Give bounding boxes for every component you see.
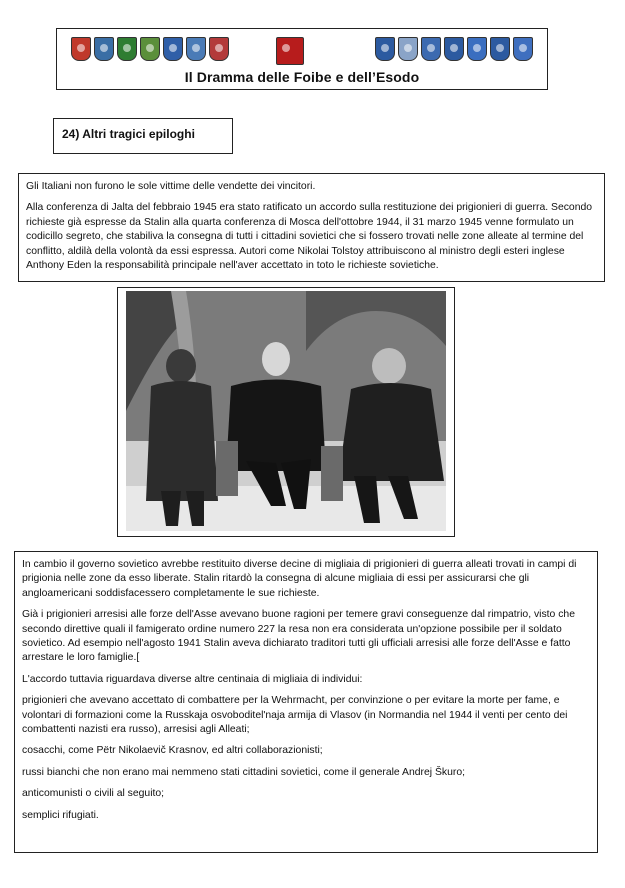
coat-of-arms-icon [467,37,487,61]
coat-of-arms-icon [117,37,137,61]
coat-of-arms-icon [398,37,418,61]
intro-text-box [18,173,605,282]
body-paragraph-8: semplici rifugiati. [22,809,99,821]
body-paragraph-7: anticomunisti o civili al seguito; [22,788,165,800]
body-paragraph-3: L'accordo tuttavia riguardava diverse altre centinaia di migliaia di individui: [22,673,363,685]
coat-of-arms-icon [375,37,395,61]
photo-frame [117,287,455,537]
coat-of-arms-icon [490,37,510,61]
coat-of-arms-icon [444,37,464,61]
intro-paragraph-1: Gli Italiani non furono le sole vittime delle vendette dei vincitori. [26,181,316,192]
coat-of-arms-icon [186,37,206,61]
body-paragraph-2: Già i prigionieri arresisi alle forze dell'Asse avevano buone ragioni per temere gravi conseguenze dal rimpatrio, visto che secondo direttive quali il famigerato ordine numero 227 la resa non era considerata un'opzione possibile per il soldato sovietico. Ad esempio nell'agosto 1941 Stalin aveva dichiarato traditori tutti gli ufficiali arresisi alle forze dell'Asse e fatto arrestare le loro famiglie.[ [22,609,575,664]
page-title: Il Dramma delle Foibe e dell’Esodo [184,69,420,85]
yalta-photo-illustration [126,291,446,531]
coat-of-arms-icon [421,37,441,61]
body-paragraph-5: cosacchi, come Pëtr Nikolaevič Krasnov, ed altri collaborazionisti; [22,745,323,757]
chapter-heading [53,118,233,154]
body-text-box [14,551,598,853]
crests-left [71,37,229,65]
body-paragraph-4: prigionieri che avevano accettato di combattere per la Wehrmacht, per convinzione o per evitare la morte per fame, e volontari di formazioni come la Russkaja osvoboditel'naja armija di Vlasov (in Normandia nel 1944 il venti per cento dei combattenti nazisti era russo), arresisi agli Alleati; [22,695,568,736]
yalta-conference-photo [126,291,446,531]
coat-of-arms-icon [209,37,229,61]
body-paragraph-6: russi bianchi che non erano mai nemmeno stati cittadini sovietici, come il generale Andrej Škuro; [22,766,465,778]
intro-paragraph-2: Alla conferenza di Jalta del febbraio 1945 era stato ratificato un accordo sulla restituzione dei prigionieri di guerra. Secondo richieste già espresse da Stalin alla quarta conferenza di Mosca dell'ottobre 1944, il 31 marzo 1945 venne formulato un codicillo segreto, che stabiliva la consegna di tutti i cittadini sovietici che si fossero trovati nelle zone alleate al termine del conflitto, aldilà della volontà da essi espressa. Autori come Nikolai Tolstoy attribuiscono al ministro degli esteri inglese Anthony Eden la responsabilità principale nell'aver accettato in toto le richieste sovietiche. [26,202,593,272]
coat-of-arms-icon [140,37,160,61]
coat-of-arms-icon [276,37,304,65]
coat-of-arms-icon [94,37,114,61]
crests-right [375,37,533,65]
body-paragraph-1: In cambio il governo sovietico avrebbe restituito diverse decine di migliaia di prigionieri di guerra alleati trovati in campi di prigionia nelle zone da esso liberate. Stalin ritardò la consegna di alcune migliaia di essi per assicurarsi che gli angloamericani soddisfacessero completamente le sue richieste. [22,559,577,599]
crest-center [276,37,304,65]
coat-of-arms-icon [71,37,91,61]
coat-of-arms-icon [513,37,533,61]
page-header [56,28,548,90]
coat-of-arms-icon [163,37,183,61]
chapter-title: 24) Altri tragici epiloghi [62,127,195,141]
